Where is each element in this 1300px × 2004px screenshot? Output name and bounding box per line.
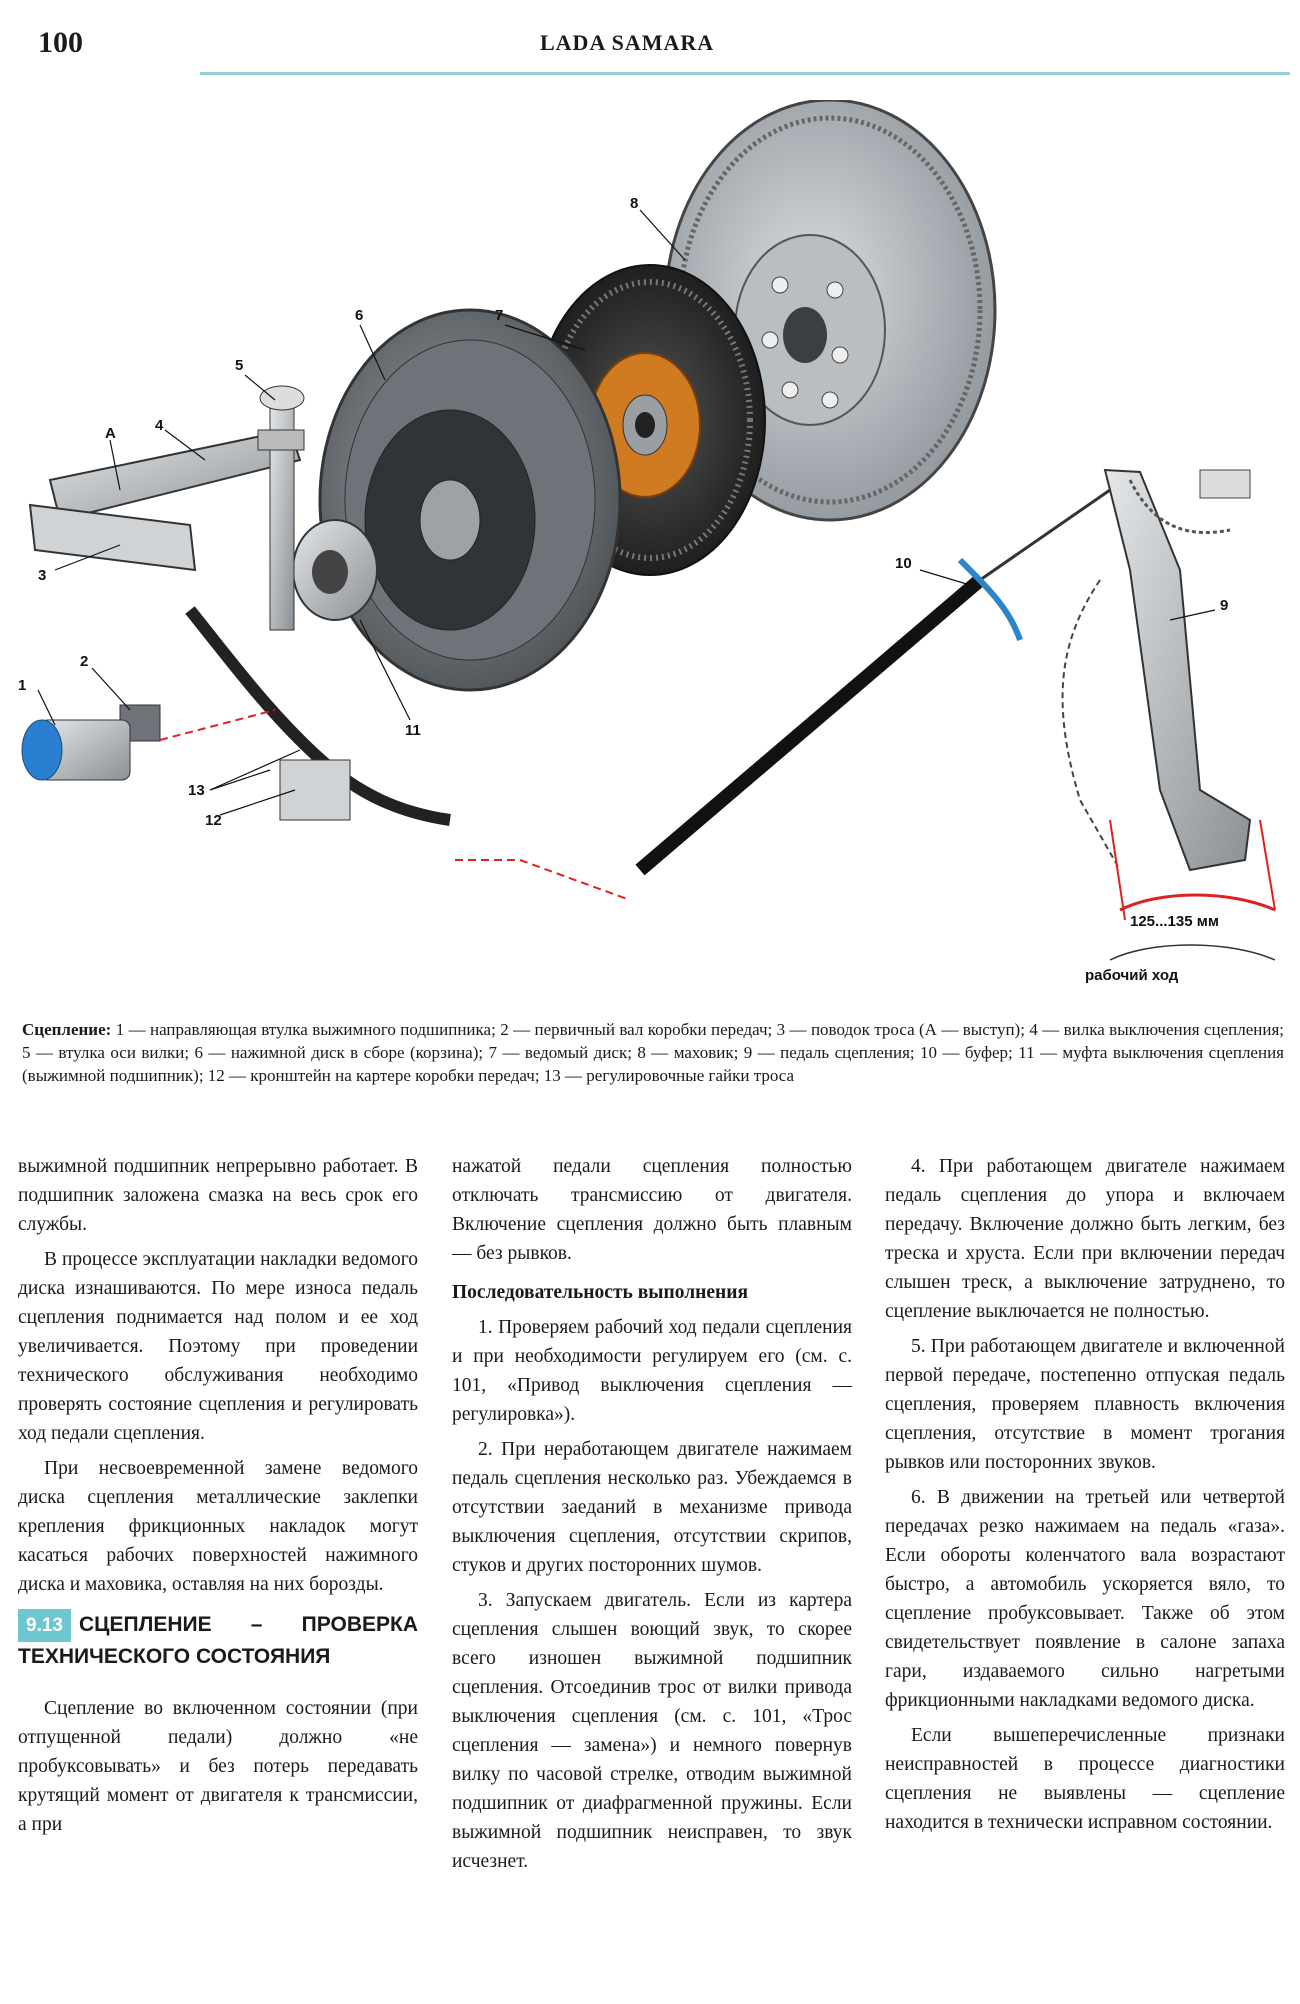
paragraph: 6. В движении на третьей или четвертой передачах резко нажимаем на педаль «газа». Если обороты коленчатого вала возрастают быстро, а автомобиль ускоряется вяло, то сцепление пробуксовывает. Также об этом свидетельствует появление в салоне запаха гари, издаваемого сильно нагретыми фрикционными накладками ведомого диска. bbox=[885, 1487, 1285, 1711]
release-fork bbox=[30, 386, 304, 630]
text-column-1 bbox=[18, 1152, 418, 1845]
pedal-travel-dimension: 125...135 мм bbox=[1130, 913, 1219, 930]
book-title: LADA SAMARA bbox=[540, 30, 715, 55]
pedal-travel-label: рабочий ход bbox=[1085, 967, 1179, 984]
header-rule bbox=[200, 72, 1290, 75]
paragraph: выжимной подшипник непрерывно работает. В подшипник заложена смазка на весь срок его службы. bbox=[18, 1156, 418, 1235]
callout-11: 11 bbox=[405, 722, 421, 739]
callout-4: 4 bbox=[155, 417, 164, 434]
callout-6: 6 bbox=[355, 307, 364, 324]
figure-caption bbox=[22, 1018, 1284, 1087]
clutch-exploded-diagram bbox=[0, 100, 1300, 1020]
paragraph: нажатой педали сцепления полностью отключать трансмиссию от двигателя. Включение сцепления должно быть плавным — без рывков. bbox=[452, 1156, 852, 1264]
release-bearing bbox=[293, 520, 377, 620]
procedure-subheading: Последовательность выполнения bbox=[452, 1282, 749, 1303]
pressure-plate bbox=[320, 310, 620, 690]
section-number-badge: 9.13 bbox=[18, 1609, 71, 1642]
callout-3: 3 bbox=[38, 567, 47, 584]
paragraph: В процессе эксплуатации накладки ведомого диска изнашиваются. По мере износа педаль сцепления поднимается над полом и ее ход увеличивается. Поэтому при проведении технического обслуживания необходимо проверять состояние сцепления и регулировать ход педали сцепления. bbox=[18, 1249, 418, 1444]
callout-7: 7 bbox=[495, 307, 504, 324]
callout-8: 8 bbox=[630, 195, 639, 212]
callout-2: 2 bbox=[80, 653, 89, 670]
section-heading bbox=[18, 1609, 418, 1672]
paragraph: 5. При работающем двигателе и включенной первой передаче, постепенно отпуская педаль сцепления, проверяем плавность включения сцепления, отсутствие в момент трогания рывков или посторонних звуков. bbox=[885, 1336, 1285, 1473]
caption-lead: Сцепление: bbox=[22, 1020, 112, 1039]
callout-12: 12 bbox=[205, 812, 222, 829]
input-shaft bbox=[22, 705, 160, 780]
text-column-3 bbox=[885, 1152, 1285, 1843]
page-header bbox=[0, 0, 1300, 80]
page-number: 100 bbox=[38, 26, 83, 59]
text-column-2 bbox=[452, 1152, 852, 1882]
callout-9: 9 bbox=[1220, 597, 1229, 614]
paragraph: При несвоевременной замене ведомого диска сцепления металлические заклепки крепления фрикционных накладок могут касаться рабочих поверхностей нажимного диска и маховика, оставляя на них борозды. bbox=[18, 1458, 418, 1595]
callout-10: 10 bbox=[895, 555, 912, 572]
paragraph: 2. При неработающем двигателе нажимаем педаль сцепления несколько раз. Убеждаемся в отсутствии заеданий в механизме привода выключения сцепления, отсутствии скрипов, стуков и других посторонних шумов. bbox=[452, 1439, 852, 1576]
caption-text: 1 — направляющая втулка выжимного подшипника; 2 — первичный вал коробки передач; 3 — поводок троса (А — выступ); 4 — вилка выключения сцепления; 5 — втулка оси вилки; 6 — нажимной диск в сборе (корзина); 7 — ведомый диск; 8 — маховик; 9 — педаль сцепления; 10 — буфер; 11 — муфта выключения сцепления (выжимной подшипник); 12 — кронштейн на картере коробки передач; 13 — регулировочные гайки троса bbox=[22, 1020, 1284, 1085]
paragraph: Если вышеперечисленные признаки неисправностей в процессе диагностики сцепления не выявлены — сцепление находится в технически исправном состоянии. bbox=[885, 1725, 1285, 1833]
paragraph: 1. Проверяем рабочий ход педали сцепления и при необходимости регулируем его (см. с. 101, «Привод выключения сцепления — регулировка»). bbox=[452, 1317, 852, 1425]
paragraph: 3. Запускаем двигатель. Если из картера сцепления слышен воющий звук, то скорее всего изношен выжимной подшипник сцепления. Отсоединив трос от вилки привода выключения сцепления (см. с. 101, «Трос сцепления — замена») и немного повернув вилку по часовой стрелке, отводим выжимной подшипник от диафрагменной пружины. Если выжимной подшипник неисправен, то звук исчезнет. bbox=[452, 1590, 852, 1872]
section-title: СЦЕПЛЕНИЕ – ПРОВЕРКА ТЕХНИЧЕСКОГО СОСТОЯНИЯ bbox=[18, 1613, 418, 1668]
clutch-pedal bbox=[1063, 470, 1275, 960]
paragraph: Сцепление во включенном состоянии (при отпущенной педали) должно «не пробуксовывать» и без потерь передавать крутящий момент от двигателя к трансмиссии, а при bbox=[18, 1698, 418, 1835]
callout-5: 5 bbox=[235, 357, 244, 374]
callout-13: 13 bbox=[188, 782, 205, 799]
callout-a: A bbox=[105, 425, 116, 442]
paragraph: 4. При работающем двигателе нажимаем педаль сцепления до упора и включаем передачу. Включение должно быть легким, без треска и хруста. Если при включении передач слышен треск, а выключение затруднено, то сцепление выключается не полностью. bbox=[885, 1156, 1285, 1322]
callout-1: 1 bbox=[18, 677, 27, 694]
